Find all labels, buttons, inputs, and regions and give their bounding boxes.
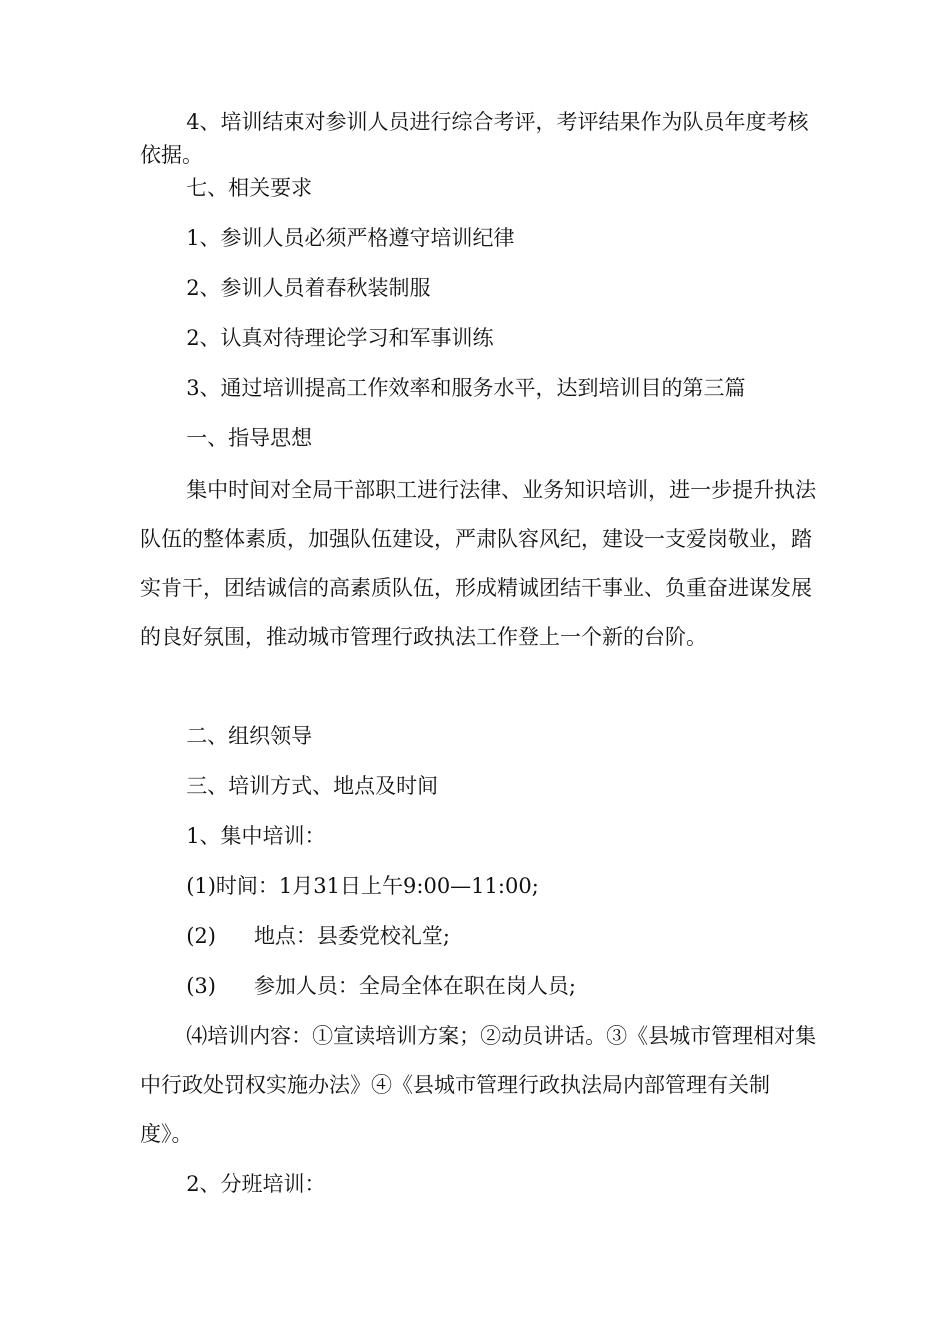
heading-training-method: 三、培训方式、地点及时间 bbox=[186, 774, 439, 798]
heading-organization: 二、组织领导 bbox=[186, 724, 313, 748]
list-item-class-training: 2、分班培训： bbox=[186, 1172, 326, 1196]
paragraph-guiding-ideology: 集中时间对全局干部职工进行法律、业务知识培训，进一步提升执法队伍的整体素质，加强队伍建设，严肃队容风纪，建设一支爱岗敬业，踏实肯干，团结诚信的高素质队伍，形成精诚团结干事业、负重奋进谋发展的良好氛围，推动城市管理行政执法工作登上一个新的台阶。 bbox=[140, 478, 817, 649]
list-item-centralized-training: 1、集中培训： bbox=[186, 824, 326, 848]
list-item-participants bbox=[140, 962, 820, 1011]
list-item-location bbox=[140, 912, 820, 961]
paragraph-training-content: ⑷培训内容：①宣读培训方案；②动员讲话。③《县城市管理相对集中行政处罚权实施办法》④《县城市管理行政执法局内部管理有关制度》。 bbox=[140, 1024, 817, 1146]
list-text: 参加人员：全局全体在职在岗人员; bbox=[253, 974, 577, 998]
list-item-efficiency: 3、通过培训提高工作效率和服务水平，达到培训目的第三篇 bbox=[186, 376, 746, 400]
list-item-uniform: 2、参训人员着春秋装制服 bbox=[186, 276, 431, 300]
heading-requirements: 七、相关要求 bbox=[186, 176, 313, 200]
list-number: (2) bbox=[186, 924, 216, 948]
list-item-study: 2、认真对待理论学习和军事训练 bbox=[186, 326, 494, 350]
list-number: (3) bbox=[186, 974, 216, 998]
list-item-discipline: 1、参训人员必须严格遵守培训纪律 bbox=[186, 226, 515, 250]
paragraph-assessment: 4、培训结束对参训人员进行综合考评，考评结果作为队员年度考核依据。 bbox=[140, 110, 809, 167]
heading-guiding-ideology: 一、指导思想 bbox=[186, 426, 313, 450]
list-text: 地点：县委党校礼堂; bbox=[253, 924, 451, 948]
list-item-time: (1)时间：1月31日上午9:00—11:00; bbox=[186, 874, 539, 898]
